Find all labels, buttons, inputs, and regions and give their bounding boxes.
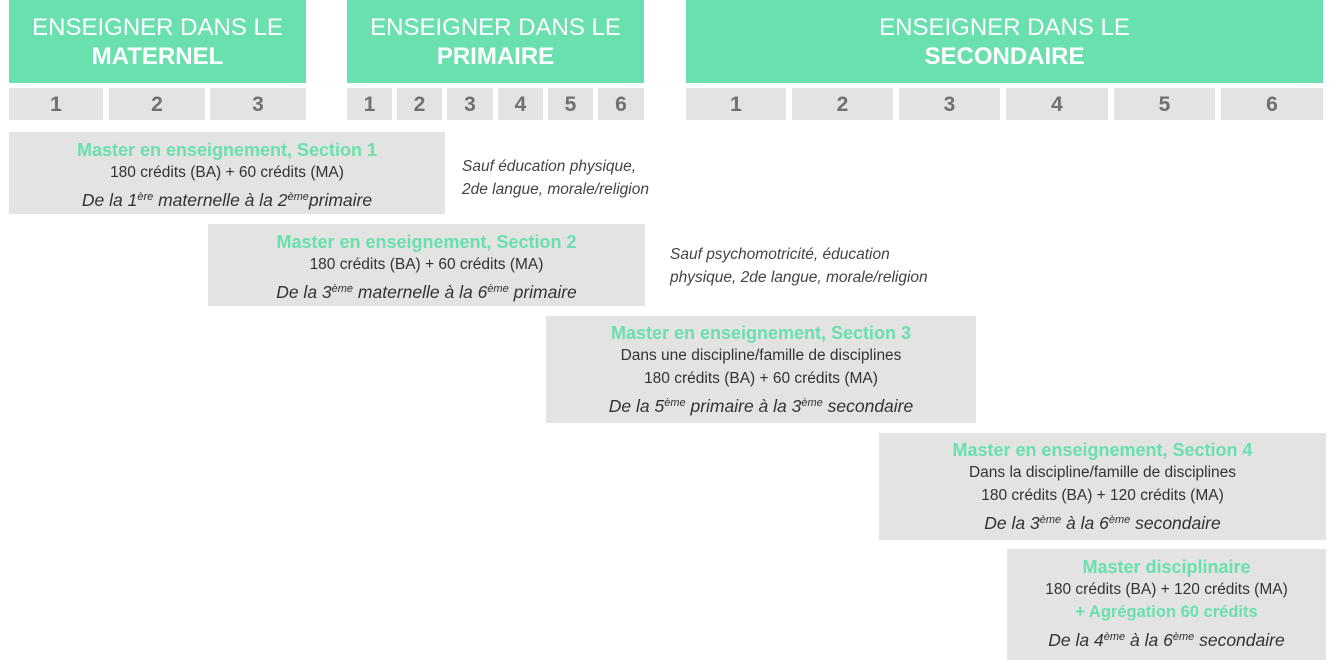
year-primaire-2: 2: [397, 88, 442, 120]
section-title: Master en enseignement, Section 3: [610, 323, 912, 343]
year-secondaire-5: 5: [1114, 88, 1215, 120]
year-secondaire-6: 6: [1221, 88, 1323, 120]
section-title: Master en enseignement, Section 4: [952, 440, 1253, 460]
year-secondaire-4: 4: [1006, 88, 1108, 120]
section-1-box: [9, 132, 445, 214]
year-primaire-3: 3: [447, 88, 493, 120]
section-2-note: Sauf psychomotricité, éducation physique, 2de langue, morale/religion: [670, 246, 928, 286]
section-subtitle: Dans la discipline/famille de disciplines: [968, 464, 1237, 481]
section-credits: 180 crédits (BA) + 60 crédits (MA): [309, 256, 544, 273]
master-disciplinaire-box: [1007, 549, 1326, 660]
header-level: MATERNEL: [91, 43, 224, 70]
section-range: De la 5ème primaire à la 3ème secondaire: [608, 396, 914, 416]
header-primaire: [347, 0, 644, 83]
section-credits: 180 crédits (BA) + 60 crédits (MA): [644, 370, 878, 387]
agregation-note: + Agrégation 60 crédits: [1075, 603, 1258, 621]
year-secondaire-2: 2: [792, 88, 893, 120]
header-secondaire: [686, 0, 1323, 83]
year-primaire-5: 5: [548, 88, 593, 120]
section-2-box: [208, 224, 645, 306]
header-line1: ENSEIGNER DANS LE: [32, 14, 283, 41]
section-credits: 180 crédits (BA) + 60 crédits (MA): [110, 164, 344, 181]
section-range: De la 3ème à la 6ème secondaire: [984, 513, 1221, 533]
section-subtitle: Dans une discipline/famille de disciplines: [620, 347, 902, 364]
section-range: De la 1ère maternelle à la 2èmeprimaire: [81, 190, 373, 210]
section-4-box: [879, 433, 1326, 540]
section-range: De la 3ème maternelle à la 6ème primaire: [276, 282, 577, 302]
year-primaire-6: 6: [598, 88, 644, 120]
header-maternel: [9, 0, 306, 83]
header-line1: ENSEIGNER DANS LE: [879, 14, 1130, 41]
section-credits: 180 crédits (BA) + 120 crédits (MA): [1045, 581, 1288, 598]
year-secondaire-3: 3: [899, 88, 1000, 120]
year-primaire-4: 4: [498, 88, 543, 120]
year-maternel-3: 3: [210, 88, 306, 120]
section-1-note: Sauf éducation physique, 2de langue, morale/religion: [462, 158, 649, 198]
section-3-box: [546, 316, 976, 423]
header-level: PRIMAIRE: [436, 43, 555, 70]
section-credits: 180 crédits (BA) + 120 crédits (MA): [981, 487, 1224, 504]
year-primaire-1: 1: [347, 88, 392, 120]
section-range: De la 4ème à la 6ème secondaire: [1048, 630, 1285, 650]
header-level: SECONDAIRE: [924, 43, 1085, 70]
year-secondaire-1: 1: [686, 88, 786, 120]
year-maternel-2: 2: [109, 88, 205, 120]
header-line1: ENSEIGNER DANS LE: [370, 14, 621, 41]
year-maternel-1: 1: [9, 88, 103, 120]
section-title: Master en enseignement, Section 1: [76, 140, 378, 160]
section-title: Master disciplinaire: [1082, 557, 1251, 577]
section-title: Master en enseignement, Section 2: [276, 232, 577, 252]
